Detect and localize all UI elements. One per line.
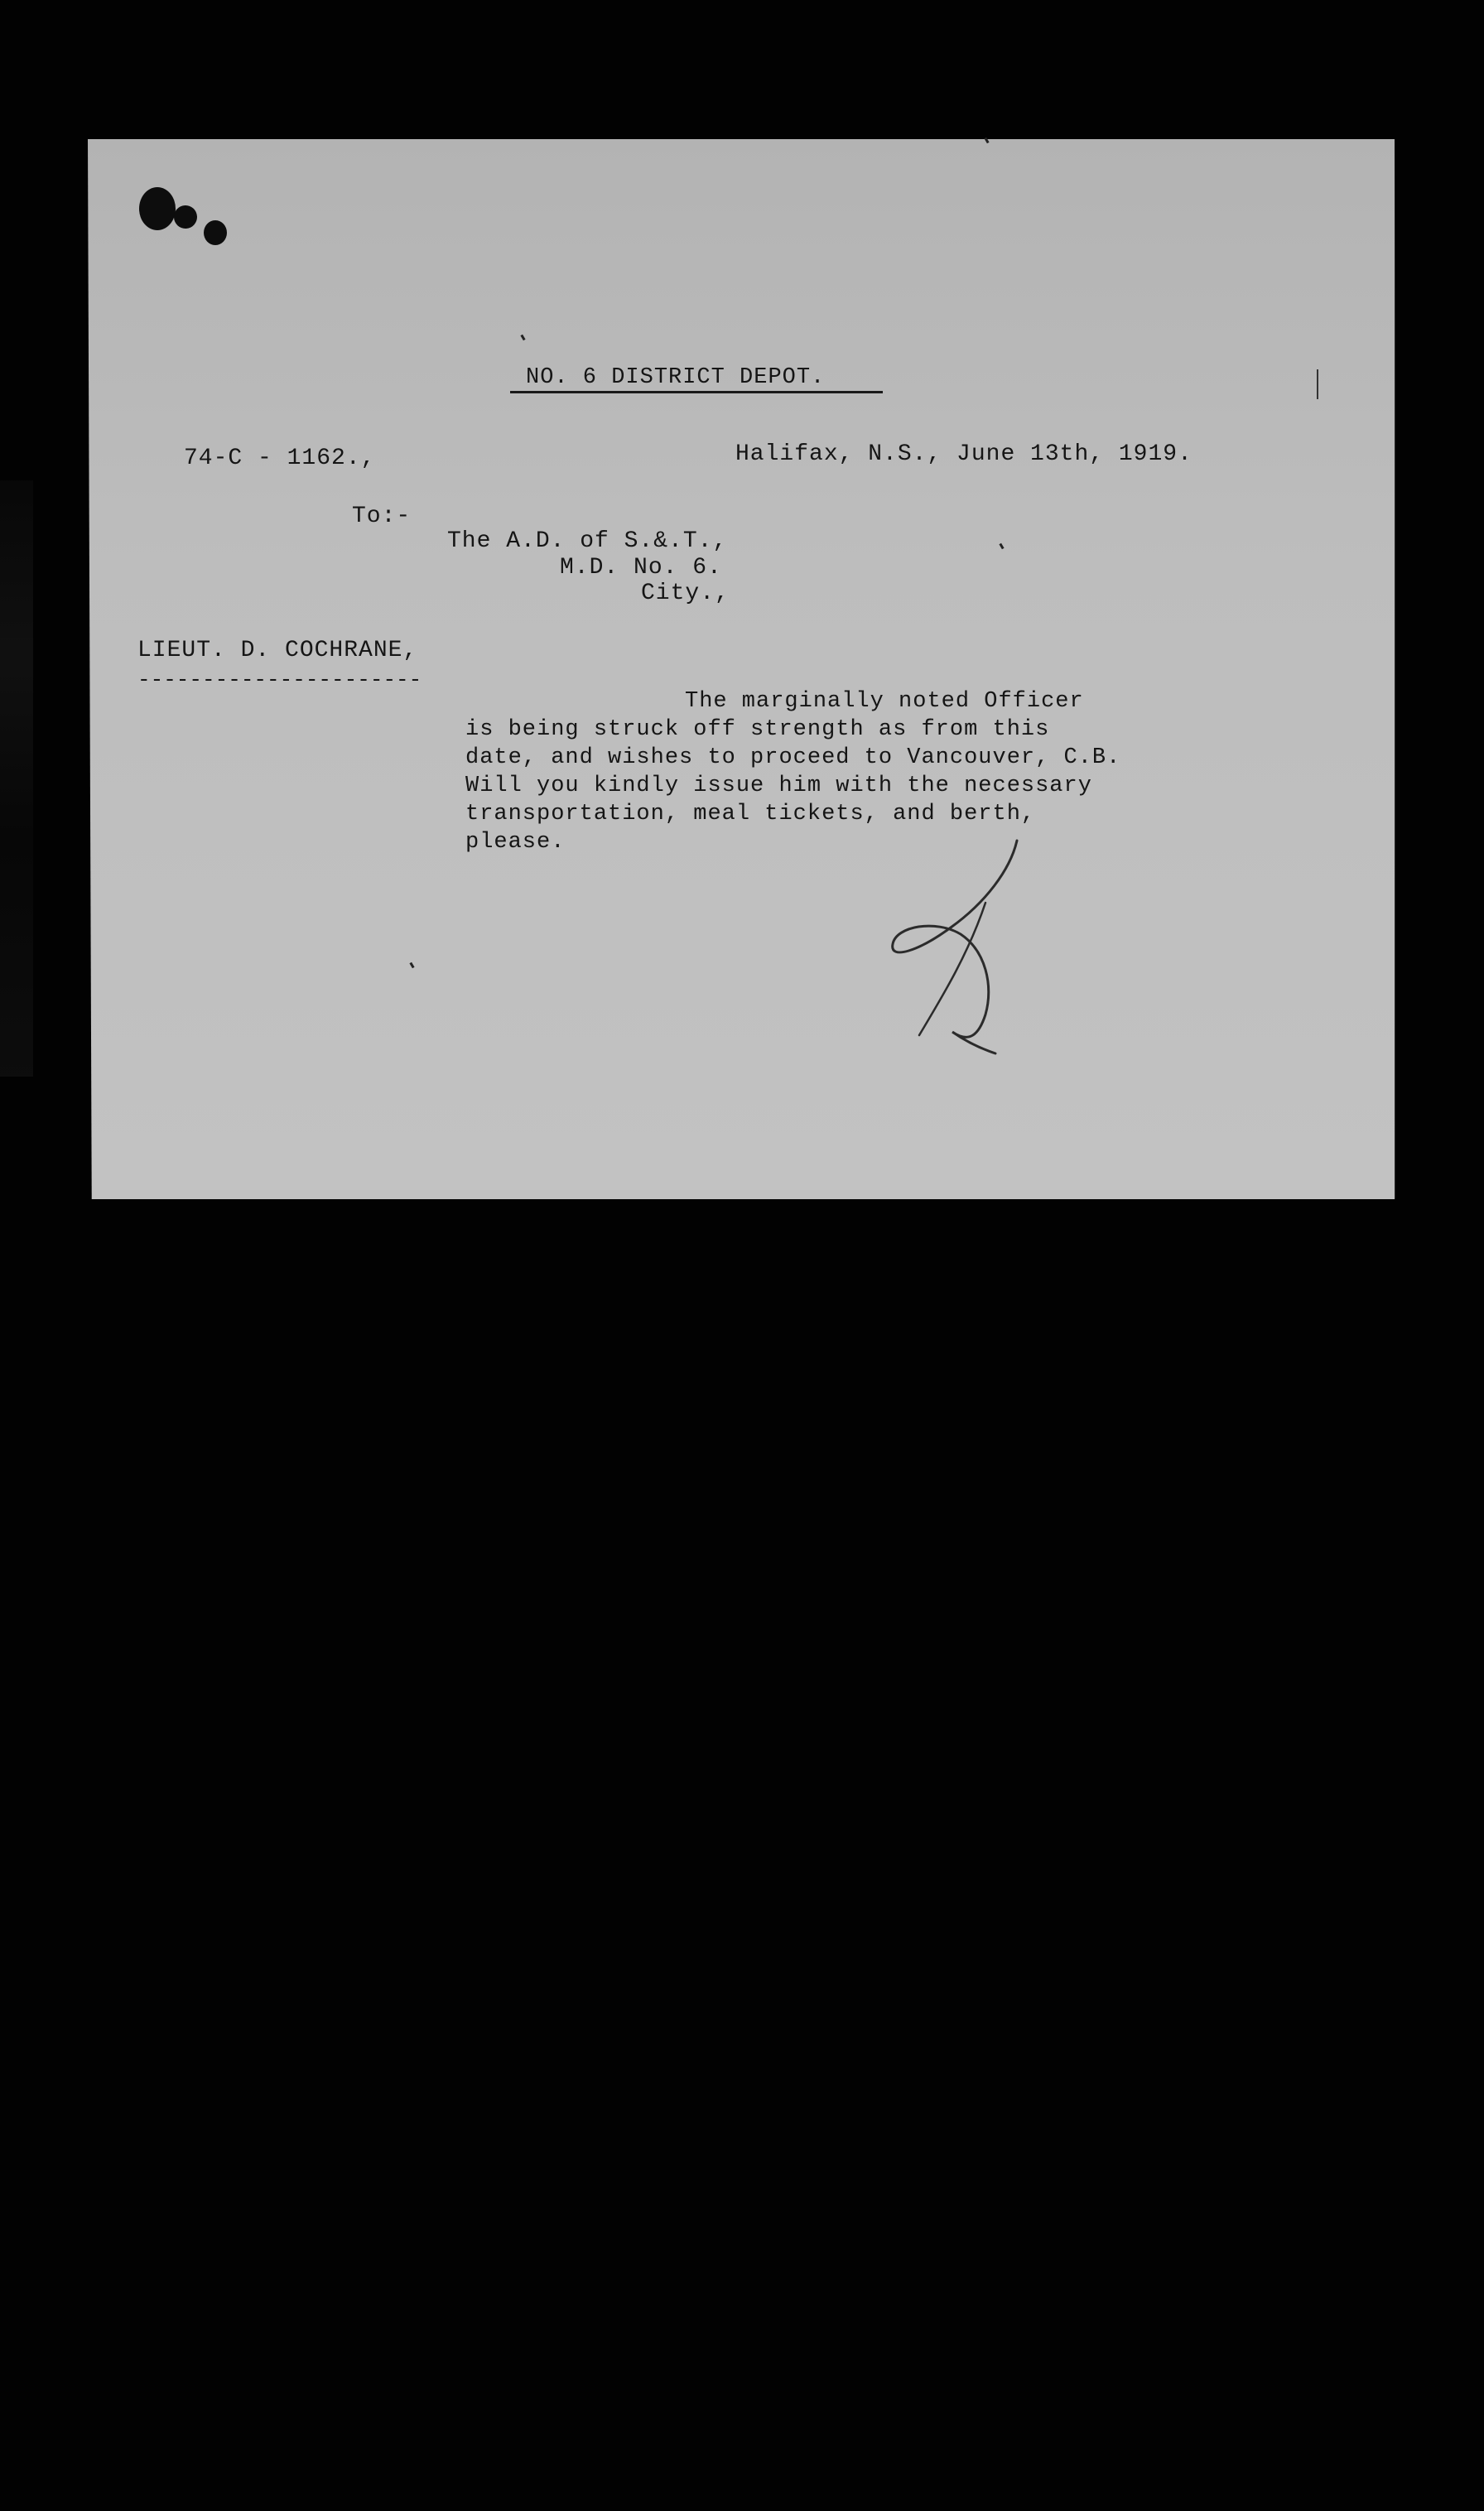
addressee-line: City., xyxy=(641,581,730,606)
subject-rule: ---------------------- xyxy=(137,668,422,692)
body-line: The marginally noted Officer xyxy=(685,689,1084,714)
file-reference: 74-C - 1162., xyxy=(184,446,376,471)
letter-body xyxy=(465,687,1120,856)
film-edge xyxy=(0,480,33,1077)
body-line: please. xyxy=(465,830,566,855)
handwritten-signature xyxy=(886,836,1027,1060)
punch-hole-blot xyxy=(139,187,176,230)
addressee-line: M.D. No. 6. xyxy=(560,555,722,581)
addressee-line: The A.D. of S.&.T., xyxy=(447,528,728,554)
body-line: is being struck off strength as from this xyxy=(465,717,1050,742)
body-line: Will you kindly issue him with the necessary xyxy=(465,774,1092,798)
body-line: transportation, meal tickets, and berth, xyxy=(465,802,1036,827)
margin-mark xyxy=(1317,369,1318,399)
dateline: Halifax, N.S., June 13th, 1919. xyxy=(735,441,1192,467)
to-label: To:- xyxy=(352,504,412,529)
subject-officer: LIEUT. D. COCHRANE, xyxy=(137,638,418,663)
document-heading: NO. 6 DISTRICT DEPOT. xyxy=(526,365,826,390)
heading-underline xyxy=(510,391,883,393)
punch-hole-blot-dot xyxy=(204,220,227,245)
body-line: date, and wishes to proceed to Vancouver, C.B. xyxy=(465,745,1121,770)
